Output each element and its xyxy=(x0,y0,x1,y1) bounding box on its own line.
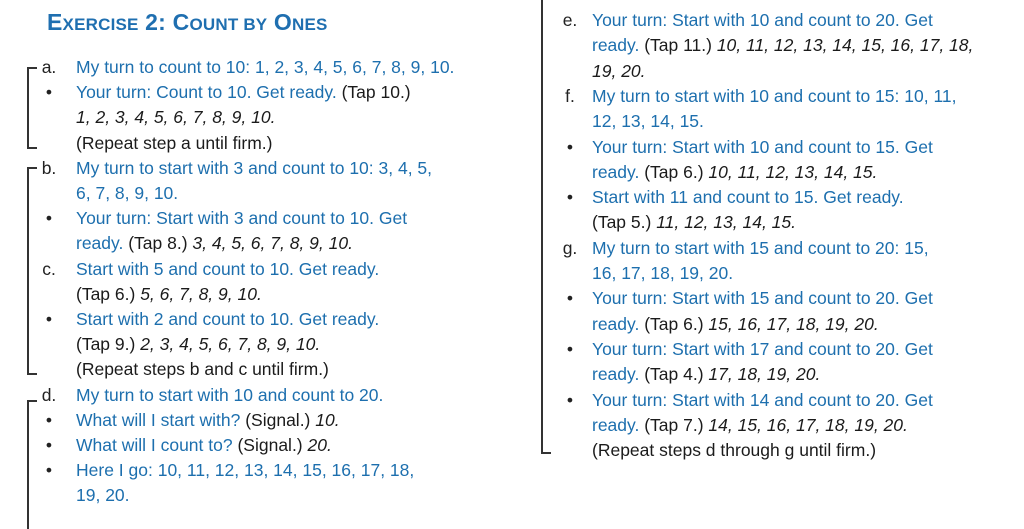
exercise-line xyxy=(562,236,929,261)
exercise-line xyxy=(592,210,796,235)
bracket-dg-right xyxy=(541,0,543,454)
teacher-direction: (Tap 10.) xyxy=(341,82,411,103)
teacher-script: Start with 2 and count to 10. Get ready. xyxy=(76,309,380,329)
exercise-line xyxy=(566,388,933,413)
teacher-direction: (Tap 4.) xyxy=(644,364,709,385)
teacher-script: What will I count to? xyxy=(76,435,238,455)
teacher-script: Your turn: Start with 15 and count to 20. Get xyxy=(592,288,933,309)
bullet: • xyxy=(45,435,53,455)
exercise-line xyxy=(76,282,262,307)
teacher-script: 19, 20. xyxy=(76,485,130,506)
teacher-script: My turn to start with 3 and count to 10: 3, 4, 5, xyxy=(76,157,433,178)
exercise-line xyxy=(41,156,433,181)
exercise-line xyxy=(592,312,879,337)
exercise-line xyxy=(76,131,272,156)
teacher-script: ready. xyxy=(592,35,645,56)
teacher-script: Your turn: Start with 10 and count to 20. Get xyxy=(592,10,933,30)
student-response: 2, 3, 4, 5, 6, 7, 8, 9, 10. xyxy=(140,334,321,355)
student-response: 19, 20. xyxy=(592,60,646,81)
exercise-line xyxy=(592,413,908,438)
student-response: 11, 12, 13, 14, 15. xyxy=(656,212,796,233)
exercise-line xyxy=(76,332,320,357)
teacher-script: ready. xyxy=(592,364,645,385)
student-response: 17, 18, 19, 20. xyxy=(708,364,821,385)
student-response: 14, 15, 16, 17, 18, 19, 20. xyxy=(708,414,908,435)
exercise-line xyxy=(592,33,973,58)
teacher-direction: (Repeat steps b and c until firm.) xyxy=(76,359,329,380)
teacher-script: Start with 5 and count to 10. Get ready. xyxy=(76,258,380,279)
bracket-dg-left-top xyxy=(27,400,37,402)
teacher-script: My turn to start with 10 and count to 15: 10, 11, xyxy=(592,85,957,106)
student-response: 10. xyxy=(315,409,340,430)
student-response: 1, 2, 3, 4, 5, 6, 7, 8, 9, 10. xyxy=(76,107,276,128)
student-response: 20. xyxy=(307,435,332,455)
teacher-direction: (Tap 8.) xyxy=(128,233,193,254)
exercise-line xyxy=(45,80,411,105)
exercise-line xyxy=(45,408,340,433)
student-response: 5, 6, 7, 8, 9, 10. xyxy=(140,283,262,304)
bracket-a-bottom xyxy=(27,147,37,149)
teacher-script: ready. xyxy=(592,414,645,435)
exercise-line xyxy=(41,383,384,408)
teacher-script: 12, 13, 14, 15. xyxy=(592,111,704,132)
bracket-a xyxy=(27,67,29,149)
teacher-direction: (Repeat steps d through g until firm.) xyxy=(592,440,877,461)
teacher-script: Your turn: Start with 14 and count to 20. Get xyxy=(592,389,933,410)
teacher-script: Here I go: 10, 11, 12, 13, 14, 15, 16, 17, 18, xyxy=(76,460,415,481)
bracket-dg-left xyxy=(27,400,29,529)
exercise-line xyxy=(76,231,353,256)
exercise-line xyxy=(45,206,408,231)
step-marker: b. xyxy=(41,157,57,178)
teacher-direction: (Tap 5.) xyxy=(592,212,657,233)
bracket-dg-right-bottom xyxy=(541,452,551,454)
exercise-line xyxy=(76,105,275,130)
exercise-line xyxy=(45,307,380,332)
bullet: • xyxy=(566,288,574,309)
teacher-script: Start with 11 and count to 15. Get ready. xyxy=(592,187,904,208)
step-marker: d. xyxy=(41,384,57,405)
teacher-direction: (Signal.) xyxy=(237,435,308,455)
teacher-script: ready. xyxy=(76,233,129,254)
teacher-direction: (Tap 6.) xyxy=(76,283,141,304)
exercise-line xyxy=(565,84,957,109)
exercise-line xyxy=(42,257,380,282)
exercise-line xyxy=(592,362,820,387)
exercise-line xyxy=(592,59,646,84)
exercise-line xyxy=(45,433,332,458)
teacher-script: ready. xyxy=(592,313,645,334)
step-marker: a. xyxy=(41,57,57,77)
exercise-line xyxy=(592,160,877,185)
bracket-bc xyxy=(27,167,29,375)
exercise-line xyxy=(76,181,178,206)
exercise-line xyxy=(566,337,933,362)
teacher-direction: (Signal.) xyxy=(245,409,316,430)
bullet: • xyxy=(45,309,53,329)
bullet: • xyxy=(566,389,574,410)
exercise-line xyxy=(566,185,904,210)
bullet: • xyxy=(45,460,53,481)
bullet: • xyxy=(45,409,53,430)
exercise-line xyxy=(76,357,329,382)
student-response: 15, 16, 17, 18, 19, 20. xyxy=(708,313,879,334)
exercise-line xyxy=(41,55,455,80)
bracket-bc-bottom xyxy=(27,373,37,375)
teacher-direction: (Repeat step a until firm.) xyxy=(76,132,273,153)
bullet: • xyxy=(566,136,574,157)
exercise-line xyxy=(45,458,415,483)
teacher-direction: (Tap 6.) xyxy=(644,313,709,334)
bullet: • xyxy=(566,338,574,359)
teacher-script: My turn to start with 15 and count to 20: 15, xyxy=(592,237,929,258)
exercise-line xyxy=(76,483,130,508)
teacher-direction: (Tap 11.) xyxy=(644,35,717,56)
exercise-title: EXERCISE 2: COUNT BY ONES xyxy=(47,9,328,35)
teacher-script: Your turn: Start with 10 and count to 15. Get xyxy=(592,136,933,157)
exercise-line xyxy=(592,109,704,134)
step-marker: c. xyxy=(42,258,56,279)
teacher-direction: (Tap 7.) xyxy=(644,414,709,435)
exercise-line xyxy=(592,261,733,286)
teacher-script: Your turn: Count to 10. Get ready. xyxy=(76,82,342,103)
teacher-script: What will I start with? xyxy=(76,409,246,430)
student-response: 3, 4, 5, 6, 7, 8, 9, 10. xyxy=(192,233,353,254)
step-marker: f. xyxy=(565,85,575,106)
teacher-direction: (Tap 6.) xyxy=(644,161,709,182)
exercise-line xyxy=(566,286,933,311)
teacher-script: ready. xyxy=(592,161,645,182)
bullet: • xyxy=(45,208,53,229)
teacher-script: 6, 7, 8, 9, 10. xyxy=(76,183,179,203)
student-response: 10, 11, 12, 13, 14, 15. xyxy=(708,161,878,182)
exercise-line xyxy=(592,438,876,463)
teacher-script: Your turn: Start with 3 and count to 10. Get xyxy=(76,208,408,229)
step-marker: e. xyxy=(562,10,578,30)
step-marker: g. xyxy=(562,237,578,258)
bullet: • xyxy=(566,187,574,208)
bracket-bc-top xyxy=(27,167,37,169)
teacher-script: Your turn: Start with 17 and count to 20. Get xyxy=(592,338,933,359)
teacher-script: 16, 17, 18, 19, 20. xyxy=(592,263,734,283)
exercise-line xyxy=(562,8,933,33)
exercise-line xyxy=(566,135,933,160)
bullet: • xyxy=(45,82,53,103)
student-response: 10, 11, 12, 13, 14, 15, 16, 17, 18, xyxy=(716,35,974,56)
bracket-a-top xyxy=(27,67,37,69)
teacher-script: My turn to count to 10: 1, 2, 3, 4, 5, 6, 7, 8, 9, 10. xyxy=(76,57,455,77)
teacher-direction: (Tap 9.) xyxy=(76,334,141,355)
teacher-script: My turn to start with 10 and count to 20. xyxy=(76,384,384,405)
